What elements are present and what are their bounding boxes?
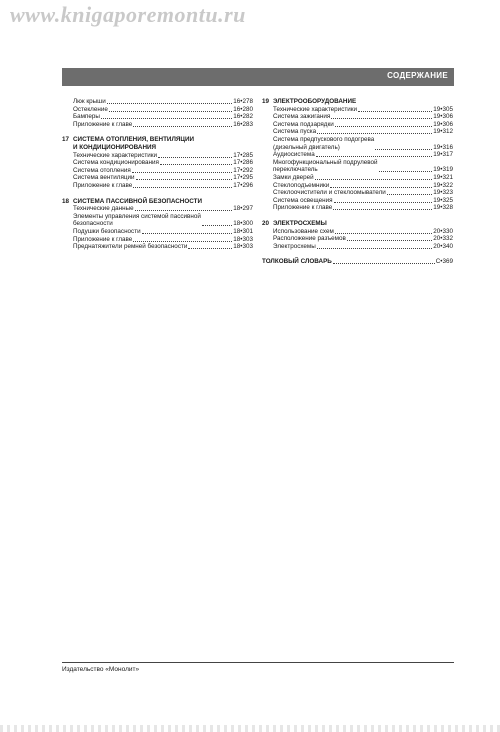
dot-leader (133, 126, 232, 127)
page-number: 19•319 (433, 166, 453, 174)
toc-section-17 (62, 136, 253, 189)
toc-entry[interactable]: Система зажигания 19•306 (273, 113, 453, 121)
page-number: 20•332 (433, 235, 453, 243)
toc-entry[interactable]: Бамперы 16•282 (73, 113, 253, 121)
page-number: 19•325 (433, 196, 453, 204)
toc-entry[interactable]: Многофункциональный подрулевой переключатель 19•319 (273, 158, 453, 174)
page-number: 19•305 (433, 105, 453, 113)
publisher-footer: Издательство «Монолит» (62, 666, 140, 673)
dot-leader (335, 233, 432, 234)
dot-leader (334, 202, 433, 203)
page-number: 20•340 (433, 242, 453, 250)
page-number: 19•306 (433, 113, 453, 121)
footer-divider (62, 662, 454, 663)
toc-entry[interactable]: Электросхемы 20•340 (273, 242, 453, 250)
page-number: 19•312 (433, 128, 453, 136)
toc-entry[interactable]: Аудиосистема 19•317 (273, 151, 453, 159)
dot-leader (358, 111, 432, 112)
page-number: С•369 (435, 258, 453, 266)
toc-entry[interactable]: Стеклоподъемники 19•322 (273, 181, 453, 189)
toc-entry[interactable]: Технические характеристики 17•285 (73, 151, 253, 159)
toc-entry[interactable]: Приложение к главе 19•328 (273, 204, 453, 212)
toc-entry[interactable]: Технические данные 18•297 (73, 205, 253, 213)
page-number: 16•282 (233, 113, 253, 121)
toc-entry[interactable]: Система подзарядки 19•306 (273, 120, 453, 128)
page-number: 16•278 (233, 98, 253, 105)
toc-entry[interactable]: Технические характеристики 19•305 (273, 105, 453, 113)
page-number: 18•300 (233, 220, 253, 228)
toc-entry[interactable]: Преднатяжители ремней безопасности 18•303 (73, 243, 253, 251)
dot-leader (375, 149, 432, 150)
toc-section-20 (262, 220, 453, 250)
toc-entry[interactable]: Расположение разъемов 20•332 (273, 235, 453, 243)
toc-entry[interactable]: Система предпускового подогрева (дизельный двигатель) 19•316 (273, 135, 453, 151)
dot-leader (188, 248, 232, 249)
page-number: 17•286 (233, 159, 253, 167)
dot-leader (330, 187, 432, 188)
toc-entry[interactable]: Приложение к главе 18•303 (73, 235, 253, 243)
page-number: 17•295 (233, 174, 253, 182)
page-number: 18•301 (233, 227, 253, 235)
contents-header-title: СОДЕРЖАНИЕ (387, 71, 448, 80)
page-number: 18•303 (233, 243, 253, 251)
dot-leader (333, 209, 432, 210)
page-number: 19•316 (433, 143, 453, 151)
toc-entry[interactable]: Приложение к главе 17•296 (73, 181, 253, 189)
dot-leader (379, 171, 433, 172)
dot-leader (317, 248, 432, 249)
toc-entry[interactable]: Система отопления 17•292 (73, 166, 253, 174)
dot-leader (202, 225, 232, 226)
dot-leader (101, 118, 232, 119)
section-heading[interactable]: 17 СИСТЕМА ОТОПЛЕНИЯ, ВЕНТИЛЯЦИИ И КОНДИЦИОНИРОВАНИЯ (62, 136, 195, 151)
contents-header-bar (62, 68, 454, 86)
section-heading[interactable]: 19 ЭЛЕКТРООБОРУДОВАНИЕ (262, 98, 357, 105)
toc-entry[interactable]: Приложение к главе 16•283 (73, 120, 253, 128)
toc-section-18 (62, 198, 253, 251)
toc-left-column (62, 98, 253, 259)
toc-entry[interactable]: Система вентиляции 17•295 (73, 174, 253, 182)
dot-leader (317, 133, 432, 134)
toc-entry[interactable]: Система кондиционирования 17•286 (73, 159, 253, 167)
page-number: 18•297 (233, 205, 253, 213)
dot-leader (347, 240, 432, 241)
dot-leader (333, 263, 435, 264)
dot-leader (132, 172, 233, 173)
dot-leader (160, 164, 232, 165)
toc-continued-entries (62, 98, 253, 128)
page-number: 19•317 (433, 151, 453, 159)
dot-leader (335, 126, 433, 127)
dot-leader (107, 103, 233, 104)
toc-entry[interactable]: Элементы управления системой пассивной безопасности 18•300 (73, 212, 253, 228)
dot-leader (133, 187, 232, 188)
toc-entry[interactable]: Люк крыши 16•278 (73, 98, 253, 105)
toc-entry[interactable]: Система освещения 19•325 (273, 196, 453, 204)
toc-entry[interactable]: Использование схем 20•330 (273, 227, 453, 235)
scan-edge-strip (0, 725, 500, 732)
page-number: 19•323 (433, 189, 453, 197)
page-number: 17•285 (233, 151, 253, 159)
dot-leader (387, 194, 432, 195)
dot-leader (109, 111, 232, 112)
dot-leader (158, 157, 232, 158)
dot-leader (135, 210, 233, 211)
dot-leader (133, 241, 232, 242)
toc-entry[interactable]: Замки дверей 19•321 (273, 173, 453, 181)
page-number: 20•330 (433, 227, 453, 235)
toc-right-column (262, 98, 453, 266)
toc-entry[interactable]: Подушки безопасности 18•301 (73, 227, 253, 235)
dot-leader (316, 156, 433, 157)
page-number: 16•283 (233, 120, 253, 128)
toc-glossary-entry[interactable]: ТОЛКОВЫЙ СЛОВАРЬ С•369 (262, 258, 453, 266)
dot-leader (315, 179, 433, 180)
dot-leader (331, 118, 432, 119)
page-number: 19•321 (433, 173, 453, 181)
dot-leader (142, 233, 233, 234)
page-number: 16•280 (233, 105, 253, 113)
toc-entry[interactable]: Стеклоочистители и стеклоомыватели 19•323 (273, 189, 453, 197)
dot-leader (136, 179, 233, 180)
page-number: 17•296 (233, 181, 253, 189)
toc-entry[interactable]: Система пуска 19•312 (273, 128, 453, 136)
toc-section-19 (262, 98, 453, 212)
page-number: 19•306 (433, 120, 453, 128)
section-heading[interactable]: 18 СИСТЕМА ПАССИВНОЙ БЕЗОПАСНОСТИ (62, 197, 203, 205)
page-number: 19•328 (433, 204, 453, 212)
page-number: 19•322 (433, 181, 453, 189)
page-number: 18•303 (233, 235, 253, 243)
toc-entry[interactable]: Остекление 16•280 (73, 105, 253, 113)
page-number: 17•292 (233, 166, 253, 174)
section-heading[interactable]: 20 ЭЛЕКТРОСХЕМЫ (262, 219, 327, 227)
watermark-url: www.knigaporemontu.ru (10, 2, 246, 27)
